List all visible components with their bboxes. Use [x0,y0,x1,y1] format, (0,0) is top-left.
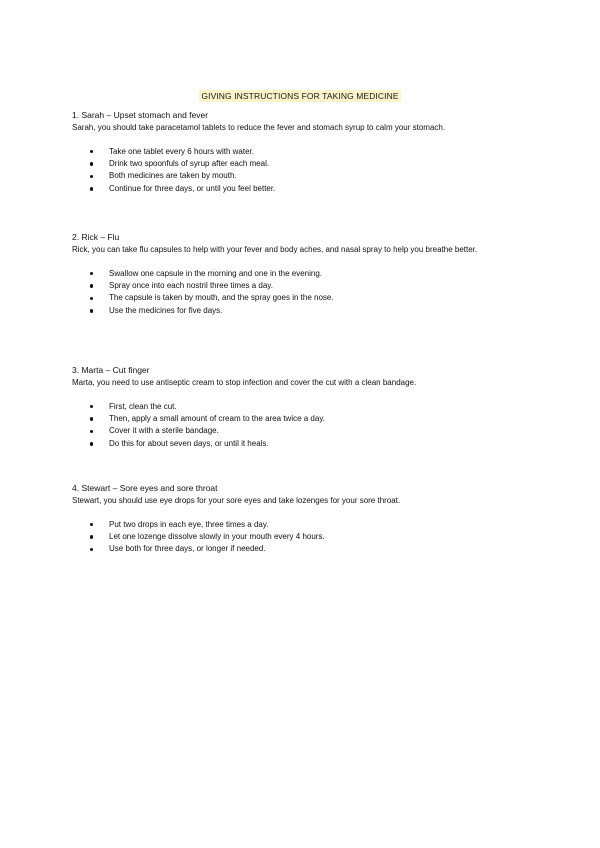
list-item [72,280,532,292]
section-heading: 2. Rick – Flu [72,232,120,242]
instruction-list [72,401,532,451]
instruction-list [72,268,532,318]
list-item-text: Then, apply a small amount of cream to the area twice a day. [109,413,325,423]
list-item-text: Spray once into each nostril three times a day. [109,280,273,290]
title-container [0,86,600,104]
bullet-icon [90,535,93,538]
bullet-icon [90,442,93,445]
section-marta [72,365,532,450]
bullet-icon [90,309,93,312]
section-heading: 3. Marta – Cut finger [72,365,150,375]
bullet-icon [90,175,93,178]
bullet-icon [90,187,93,190]
section-sarah [72,110,532,195]
section-heading: 1. Sarah – Upset stomach and fever [72,110,209,120]
list-item-text: The capsule is taken by mouth, and the spray goes in the nose. [109,293,334,303]
section-stewart [72,483,532,556]
instruction-list [72,519,532,556]
list-item-text: Use both for three days, or longer if needed. [109,544,266,554]
list-item-text: Continue for three days, or until you feel better. [109,183,276,193]
section-heading: 4. Stewart – Sore eyes and sore throat [72,483,218,493]
list-item [72,438,532,450]
list-item [72,519,532,531]
section-intro: Marta, you need to use antiseptic cream to stop infection and cover the cut with a clean bandage. [72,378,417,387]
instruction-list [72,146,532,196]
bullet-icon [90,272,93,275]
list-item [72,183,532,195]
list-item [72,268,532,280]
list-item [72,146,532,158]
section-intro: Stewart, you should use eye drops for your sore eyes and take lozenges for your sore throat. [72,496,401,505]
list-item [72,158,532,170]
bullet-icon [90,548,93,551]
bullet-icon [90,162,93,165]
bullet-icon [90,284,93,287]
list-item [72,401,532,413]
bullet-icon [90,430,93,433]
list-item [72,531,532,543]
list-item [72,305,532,317]
list-item-text: First, clean the cut. [109,401,177,411]
section-intro: Rick, you can take flu capsules to help with your fever and body aches, and nasal spray to help you breathe better. [72,245,478,254]
list-item-text: Do this for about seven days, or until it heals. [109,438,269,448]
list-item [72,413,532,425]
bullet-icon [90,523,93,526]
section-rick [72,232,532,317]
bullet-icon [90,417,93,420]
list-item [72,425,532,437]
list-item [72,292,532,304]
bullet-icon [90,297,93,300]
list-item-text: Let one lozenge dissolve slowly in your mouth every 4 hours. [109,531,325,541]
list-item-text: Both medicines are taken by mouth. [109,171,237,181]
list-item-text: Drink two spoonfuls of syrup after each meal. [109,158,270,168]
bullet-icon [90,405,93,408]
list-item-text: Swallow one capsule in the morning and one in the evening. [109,268,323,278]
section-intro: Sarah, you should take paracetamol tablets to reduce the fever and stomach syrup to calm your stomach. [72,123,446,132]
bullet-icon [90,150,93,153]
list-item-text: Use the medicines for five days. [109,305,223,315]
list-item [72,543,532,555]
list-item-text: Take one tablet every 6 hours with water. [109,146,254,156]
list-item-text: Put two drops in each eye, three times a day. [109,519,269,529]
list-item [72,170,532,182]
list-item-text: Cover it with a sterile bandage. [109,426,219,436]
document-title: GIVING INSTRUCTIONS FOR TAKING MEDICINE [201,91,399,101]
